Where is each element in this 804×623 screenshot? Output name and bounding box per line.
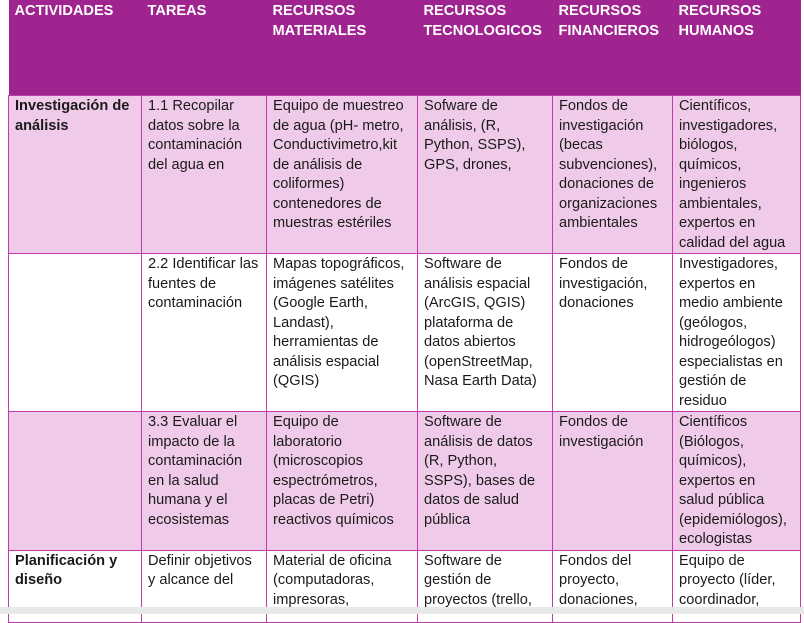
cell-financieros: Fondos de investigación bbox=[553, 412, 673, 551]
cell-tarea: 1.1 Recopilar datos sobre la contaminación del agua en bbox=[142, 96, 267, 254]
header-row bbox=[9, 0, 801, 96]
table-row bbox=[9, 96, 801, 254]
cell-actividad: Planificación y diseño bbox=[9, 550, 142, 622]
cell-tecnologicos[interactable]: Software de análisis de datos (R, Python, SSPS), bases de datos de salud pública bbox=[418, 412, 553, 551]
cell-tecnologicos: Software de análisis espacial (ArcGIS, QGIS) plataforma de datos abiertos (openStreetMap, Nasa Earth Data) bbox=[418, 254, 553, 412]
cell-tarea: 2.2 Identificar las fuentes de contaminación bbox=[142, 254, 267, 412]
cell-humanos: Equipo de proyecto (líder, coordinador, bbox=[673, 550, 801, 622]
header-recursos-materiales: RECURSOS MATERIALES bbox=[267, 0, 418, 96]
cell-tarea: 3.3 Evaluar el impacto de la contaminación en la salud humana y el ecosistemas bbox=[142, 412, 267, 551]
table-row bbox=[9, 254, 801, 412]
cell-tarea: Definir objetivos y alcance del bbox=[142, 550, 267, 622]
cell-tecnologicos: Sofware de análisis, (R, Python, SSPS), GPS, drones, bbox=[418, 96, 553, 254]
header-recursos-tecnologicos: RECURSOS TECNOLOGICOS bbox=[418, 0, 553, 96]
page-bottom-edge bbox=[0, 607, 804, 614]
cell-materiales: Equipo de laboratorio (microscopios espectrómetros, placas de Petri) reactivos químicos bbox=[267, 412, 418, 551]
cell-financieros: Fondos de investigación (becas subvenciones), donaciones de organizaciones ambientales bbox=[553, 96, 673, 254]
cell-actividad bbox=[9, 412, 142, 551]
resources-table bbox=[8, 0, 801, 623]
cell-actividad bbox=[9, 254, 142, 412]
cell-humanos: Científicos (Biólogos, químicos), expertos en salud pública (epidemiólogos), ecologistas bbox=[673, 412, 801, 551]
cell-materiales: Material de oficina (computadoras, impresoras, bbox=[267, 550, 418, 622]
cell-materiales: Equipo de muestreo de agua (pH- metro, Conductivimetro,kit de análisis de coliformes) contenedores de muestras estériles bbox=[267, 96, 418, 254]
table-row bbox=[9, 412, 801, 551]
cell-financieros: Fondos del proyecto, donaciones, bbox=[553, 550, 673, 622]
header-actividades: ACTIVIDADES bbox=[9, 0, 142, 96]
cell-financieros: Fondos de investigación, donaciones bbox=[553, 254, 673, 412]
cell-humanos: Científicos, investigadores, biólogos, químicos, ingenieros ambientales, expertos en calidad del agua bbox=[673, 96, 801, 254]
header-recursos-financieros: RECURSOS FINANCIEROS bbox=[553, 0, 673, 96]
cell-humanos: Investigadores, expertos en medio ambiente (geólogos, hidrogeólogos) especialistas en gestión de residuo bbox=[673, 254, 801, 412]
cell-actividad: Investigación de análisis bbox=[9, 96, 142, 254]
cell-materiales: Mapas topográficos, imágenes satélites (Google Earth, Landast), herramientas de análisis espacial (QGIS) bbox=[267, 254, 418, 412]
cell-tecnologicos: Software de gestión de proyectos (trello, bbox=[418, 550, 553, 622]
header-recursos-humanos: RECURSOS HUMANOS bbox=[673, 0, 801, 96]
header-tareas: TAREAS bbox=[142, 0, 267, 96]
